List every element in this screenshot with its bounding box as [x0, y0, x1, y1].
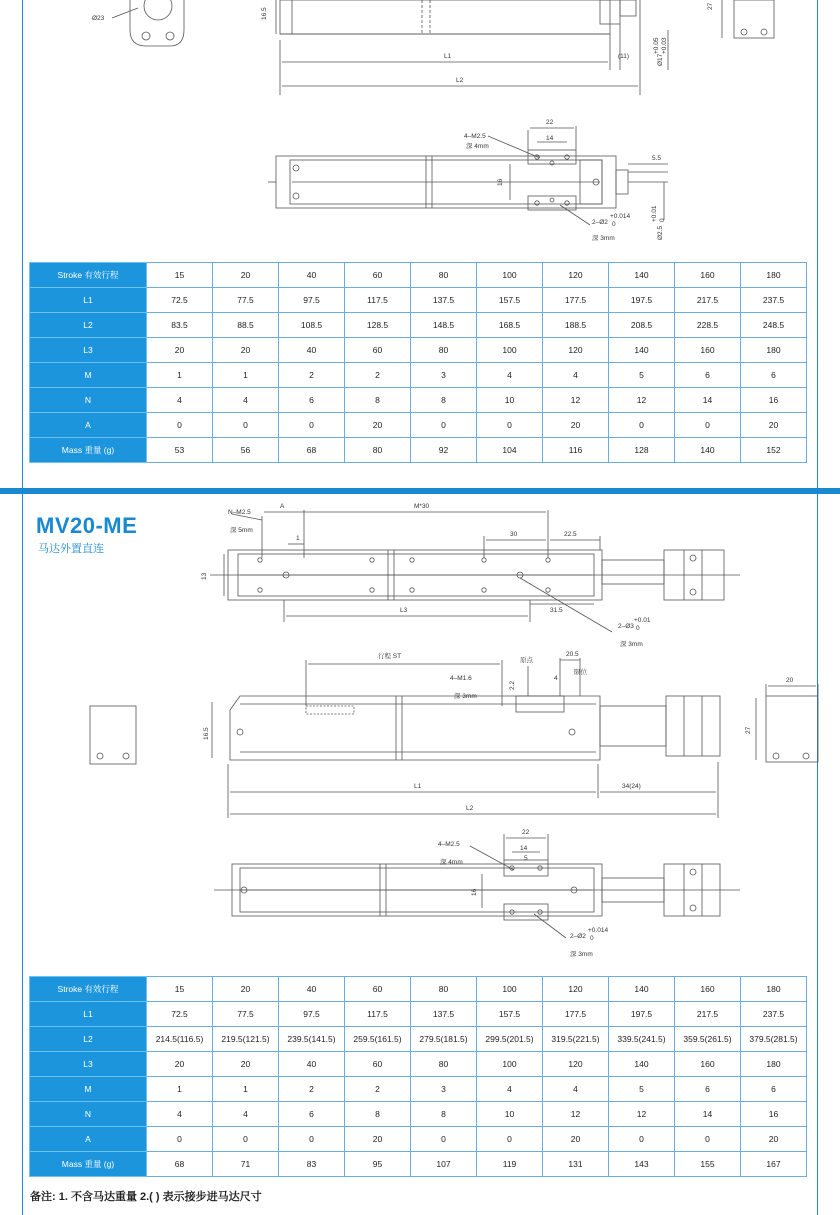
table-cell: 167	[741, 1152, 807, 1177]
table-row	[30, 1102, 807, 1127]
table-cell: 77.5	[213, 288, 279, 313]
dim-22b: 2.2	[509, 680, 516, 690]
table-cell: 40	[279, 977, 345, 1002]
table-cell: 140	[609, 1052, 675, 1077]
table-cell: 12	[609, 388, 675, 413]
table-cell: 155	[675, 1152, 741, 1177]
table-cell: 157.5	[477, 1002, 543, 1027]
dim-depth4: 深 4mm	[466, 143, 489, 150]
table-cell: 95	[345, 1152, 411, 1177]
table-cell: 8	[345, 1102, 411, 1127]
dim-13: 13	[201, 572, 208, 580]
table-cell: 0	[675, 1127, 741, 1152]
table-cell: 217.5	[675, 1002, 741, 1027]
table-cell: 10	[477, 388, 543, 413]
dim-depth3: 深 3mm	[592, 235, 615, 242]
table-cell: 0	[147, 1127, 213, 1152]
table-cell: 2	[279, 363, 345, 388]
dim-l3: L3	[400, 607, 408, 614]
row-header: Stroke 有效行程	[30, 977, 147, 1002]
table-row	[30, 1002, 807, 1027]
dim-tol25a: +0.01	[651, 205, 658, 222]
table-cell: 60	[345, 977, 411, 1002]
table-cell: 15	[147, 977, 213, 1002]
table-cell: 12	[609, 1102, 675, 1127]
dim-205: 20.5	[566, 651, 579, 658]
section-title: MV20-ME	[36, 513, 138, 538]
footnote: 备注: 1. 不含马达重量 2.( ) 表示接步进马达尺寸	[30, 1191, 262, 1203]
table-cell: 128	[609, 438, 675, 463]
table-row	[30, 363, 807, 388]
table-cell: 1	[147, 1077, 213, 1102]
dim-m16: 4–M1.6	[450, 675, 472, 682]
table-cell: 131	[543, 1152, 609, 1177]
table-cell: 379.5(281.5)	[741, 1027, 807, 1052]
table-cell: 299.5(201.5)	[477, 1027, 543, 1052]
table-cell: 83.5	[147, 313, 213, 338]
table-cell: 137.5	[411, 1002, 477, 1027]
table-cell: 4	[147, 388, 213, 413]
table-cell: 120	[543, 338, 609, 363]
table-cell: 60	[345, 263, 411, 288]
row-header: A	[30, 413, 147, 438]
table-cell: 160	[675, 977, 741, 1002]
table-cell: 6	[279, 1102, 345, 1127]
dim-stroke: 行程 ST	[378, 653, 402, 660]
row-header: Stroke 有效行程	[30, 263, 147, 288]
table-row	[30, 338, 807, 363]
table-cell: 239.5(141.5)	[279, 1027, 345, 1052]
dim-16: 16	[471, 888, 478, 896]
dim-depth5: 深 5mm	[230, 527, 253, 534]
table-cell: 0	[609, 1127, 675, 1152]
table-row	[30, 1152, 807, 1177]
table-cell: 16	[741, 1102, 807, 1127]
table-cell: 0	[675, 413, 741, 438]
table-cell: 237.5	[741, 1002, 807, 1027]
table-cell: 120	[543, 977, 609, 1002]
table-cell: 228.5	[675, 313, 741, 338]
table-cell: 160	[675, 338, 741, 363]
dim-a: A	[280, 503, 285, 510]
row-header: L2	[30, 313, 147, 338]
table-cell: 279.5(181.5)	[411, 1027, 477, 1052]
table-cell: 2	[345, 363, 411, 388]
dim-h165: 16.5	[203, 727, 210, 740]
table-cell: 2	[345, 1077, 411, 1102]
dim-h165: 16.5	[261, 7, 268, 20]
table-cell: 20	[543, 413, 609, 438]
table-cell: 197.5	[609, 1002, 675, 1027]
table-cell: 0	[213, 1127, 279, 1152]
table-cell: 97.5	[279, 1002, 345, 1027]
table-cell: 2	[279, 1077, 345, 1102]
table-row	[30, 438, 807, 463]
table-cell: 68	[147, 1152, 213, 1177]
table-cell: 208.5	[609, 313, 675, 338]
table-cell: 157.5	[477, 288, 543, 313]
table-cell: 117.5	[345, 288, 411, 313]
dim-l1: L1	[414, 783, 422, 790]
table-cell: 6	[741, 1077, 807, 1102]
table-row	[30, 263, 807, 288]
table-cell: 71	[213, 1152, 279, 1177]
dim-20: 20	[786, 677, 794, 684]
table-cell: 137.5	[411, 288, 477, 313]
table-cell: 6	[675, 363, 741, 388]
row-header: Mass 重量 (g)	[30, 438, 147, 463]
table-cell: 1	[213, 1077, 279, 1102]
row-header: L3	[30, 1052, 147, 1077]
table-cell: 4	[543, 1077, 609, 1102]
dim-tol3b: 0	[636, 625, 640, 632]
table-cell: 214.5(116.5)	[147, 1027, 213, 1052]
table-row	[30, 1077, 807, 1102]
dim-depth3b: 深 3mm	[454, 693, 477, 700]
row-header: N	[30, 1102, 147, 1127]
table-cell: 72.5	[147, 1002, 213, 1027]
dim-origin: 原点	[520, 657, 533, 664]
table-cell: 88.5	[213, 313, 279, 338]
table-cell: 116	[543, 438, 609, 463]
row-header: A	[30, 1127, 147, 1152]
spec-table-2	[29, 976, 807, 1177]
table-cell: 60	[345, 1052, 411, 1077]
table-cell: 237.5	[741, 288, 807, 313]
drawing-me	[0, 494, 840, 966]
dim-4: 4	[554, 675, 558, 682]
table-cell: 12	[543, 388, 609, 413]
table-cell: 117.5	[345, 1002, 411, 1027]
dim-tol17b: +0.03	[661, 37, 668, 54]
dim-m30: M*30	[414, 503, 430, 510]
table-cell: 12	[543, 1102, 609, 1127]
dim-pin3: 2–Ø3	[618, 623, 634, 630]
dim-phi17: Ø17	[657, 53, 664, 66]
table-cell: 20	[543, 1127, 609, 1152]
dim-14: 14	[520, 845, 528, 852]
dim-tol3a: +0.01	[634, 617, 651, 624]
row-header: L3	[30, 338, 147, 363]
dim-pin2: 2–Ø2	[570, 933, 586, 940]
table-cell: 40	[279, 1052, 345, 1077]
dim-depth3: 深 3mm	[620, 641, 643, 648]
table-cell: 0	[279, 413, 345, 438]
table-cell: 148.5	[411, 313, 477, 338]
table-cell: 0	[411, 413, 477, 438]
row-header: M	[30, 363, 147, 388]
table-cell: 6	[279, 388, 345, 413]
row-header: L1	[30, 1002, 147, 1027]
dim-tol2b: 0	[590, 935, 594, 942]
table-cell: 100	[477, 1052, 543, 1077]
table-cell: 100	[477, 977, 543, 1002]
dim-h27: 27	[707, 2, 714, 10]
table-cell: 20	[213, 263, 279, 288]
table-cell: 20	[345, 1127, 411, 1152]
table-row	[30, 413, 807, 438]
table-cell: 72.5	[147, 288, 213, 313]
table-cell: 140	[675, 438, 741, 463]
table-cell: 83	[279, 1152, 345, 1177]
table-cell: 177.5	[543, 288, 609, 313]
table-cell: 40	[279, 338, 345, 363]
table-cell: 180	[741, 263, 807, 288]
dim-1: 1	[296, 535, 300, 542]
dim-l2: L2	[466, 805, 474, 812]
table-cell: 68	[279, 438, 345, 463]
table-cell: 107	[411, 1152, 477, 1177]
row-header: L1	[30, 288, 147, 313]
dim-315: 31.5	[550, 607, 563, 614]
table-cell: 80	[411, 338, 477, 363]
table-cell: 5	[609, 363, 675, 388]
table-cell: 1	[147, 363, 213, 388]
table-cell: 10	[477, 1102, 543, 1127]
table-cell: 120	[543, 263, 609, 288]
table-cell: 0	[279, 1127, 345, 1152]
row-header: M	[30, 1077, 147, 1102]
spec-table-1	[29, 262, 807, 463]
table-row	[30, 1127, 807, 1152]
table-cell: 20	[147, 338, 213, 363]
dim-tol2a: +0.014	[610, 213, 631, 220]
dim-22: 22	[546, 119, 554, 126]
dim-tol2a: +0.014	[588, 927, 609, 934]
table-cell: 80	[411, 1052, 477, 1077]
dim-16: 16	[497, 178, 504, 186]
dim-l2: L2	[456, 77, 464, 84]
table-cell: 160	[675, 1052, 741, 1077]
table-cell: 77.5	[213, 1002, 279, 1027]
table-cell: 3	[411, 1077, 477, 1102]
table-cell: 4	[213, 388, 279, 413]
table-cell: 104	[477, 438, 543, 463]
table-cell: 14	[675, 1102, 741, 1127]
table-cell: 20	[213, 1052, 279, 1077]
dim-27: 27	[745, 726, 752, 734]
table-cell: 92	[411, 438, 477, 463]
table-cell: 80	[345, 438, 411, 463]
table-row	[30, 288, 807, 313]
table-row	[30, 313, 807, 338]
table-cell: 108.5	[279, 313, 345, 338]
table-cell: 188.5	[543, 313, 609, 338]
table-cell: 15	[147, 263, 213, 288]
table-cell: 56	[213, 438, 279, 463]
table-cell: 168.5	[477, 313, 543, 338]
table-cell: 0	[147, 413, 213, 438]
row-header: L2	[30, 1027, 147, 1052]
table-cell: 20	[741, 1127, 807, 1152]
table-cell: 100	[477, 338, 543, 363]
table-cell: 0	[609, 413, 675, 438]
table-cell: 140	[609, 338, 675, 363]
table-row	[30, 1027, 807, 1052]
table-cell: 143	[609, 1152, 675, 1177]
table-cell: 180	[741, 1052, 807, 1077]
table-cell: 4	[213, 1102, 279, 1127]
dim-14: 14	[546, 135, 554, 142]
table-cell: 152	[741, 438, 807, 463]
table-cell: 4	[477, 363, 543, 388]
table-cell: 4	[543, 363, 609, 388]
table-row	[30, 388, 807, 413]
dim-34: 34(24)	[622, 783, 641, 790]
table-cell: 128.5	[345, 313, 411, 338]
dim-tol25b: 0	[659, 218, 666, 222]
dim-22: 22	[522, 829, 530, 836]
table-row	[30, 1052, 807, 1077]
dim-tol2b: 0	[612, 221, 616, 228]
table-cell: 8	[411, 388, 477, 413]
table-cell: 6	[741, 363, 807, 388]
row-header: Mass 重量 (g)	[30, 1152, 147, 1177]
table-cell: 177.5	[543, 1002, 609, 1027]
dim-phi23: Ø23	[92, 15, 105, 22]
table-cell: 217.5	[675, 288, 741, 313]
table-cell: 180	[741, 338, 807, 363]
dim-pin: 2–Ø2	[592, 219, 608, 226]
table-cell: 97.5	[279, 288, 345, 313]
dim-tol17a: +0.05	[653, 37, 660, 54]
table-cell: 339.5(241.5)	[609, 1027, 675, 1052]
table-cell: 180	[741, 977, 807, 1002]
table-cell: 160	[675, 263, 741, 288]
dim-m25: 4–M2.5	[438, 841, 460, 848]
table-cell: 219.5(121.5)	[213, 1027, 279, 1052]
dim-phi25: Ø2.5	[657, 225, 664, 240]
table-cell: 197.5	[609, 288, 675, 313]
table-cell: 1	[213, 363, 279, 388]
section-subtitle: 马达外置直连	[38, 543, 104, 555]
dim-225: 22.5	[564, 531, 577, 538]
table-cell: 20	[345, 413, 411, 438]
dim-m25: 4–M2.5	[464, 133, 486, 140]
table-cell: 60	[345, 338, 411, 363]
table-cell: 4	[147, 1102, 213, 1127]
table-cell: 140	[609, 977, 675, 1002]
table-cell: 120	[543, 1052, 609, 1077]
dim-limit: 限位	[574, 669, 587, 676]
table-cell: 8	[345, 388, 411, 413]
dim-depth3c: 深 3mm	[570, 951, 593, 958]
table-cell: 3	[411, 363, 477, 388]
dim-depth4: 深 4mm	[440, 859, 463, 866]
table-cell: 0	[411, 1127, 477, 1152]
table-cell: 5	[609, 1077, 675, 1102]
table-cell: 14	[675, 388, 741, 413]
table-cell: 248.5	[741, 313, 807, 338]
table-cell: 259.5(161.5)	[345, 1027, 411, 1052]
table-cell: 20	[741, 413, 807, 438]
table-cell: 16	[741, 388, 807, 413]
table-cell: 140	[609, 263, 675, 288]
dim-l1: L1	[444, 53, 452, 60]
table-cell: 20	[213, 977, 279, 1002]
dim-55: 5.5	[652, 155, 662, 162]
table-cell: 40	[279, 263, 345, 288]
table-cell: 0	[213, 413, 279, 438]
drawing-top	[0, 0, 840, 250]
table-cell: 80	[411, 263, 477, 288]
row-header: N	[30, 388, 147, 413]
table-cell: 0	[477, 1127, 543, 1152]
dim-11: (11)	[618, 53, 630, 60]
table-cell: 119	[477, 1152, 543, 1177]
table-cell: 4	[477, 1077, 543, 1102]
table-cell: 359.5(261.5)	[675, 1027, 741, 1052]
table-cell: 319.5(221.5)	[543, 1027, 609, 1052]
table-cell: 53	[147, 438, 213, 463]
table-cell: 100	[477, 263, 543, 288]
table-cell: 0	[477, 413, 543, 438]
dim-5: 5	[524, 855, 528, 862]
table-cell: 20	[147, 1052, 213, 1077]
table-cell: 6	[675, 1077, 741, 1102]
table-cell: 20	[213, 338, 279, 363]
dim-nm25: N–M2.5	[228, 509, 251, 516]
table-cell: 80	[411, 977, 477, 1002]
table-cell: 8	[411, 1102, 477, 1127]
table-row	[30, 977, 807, 1002]
dim-30: 30	[510, 531, 518, 538]
